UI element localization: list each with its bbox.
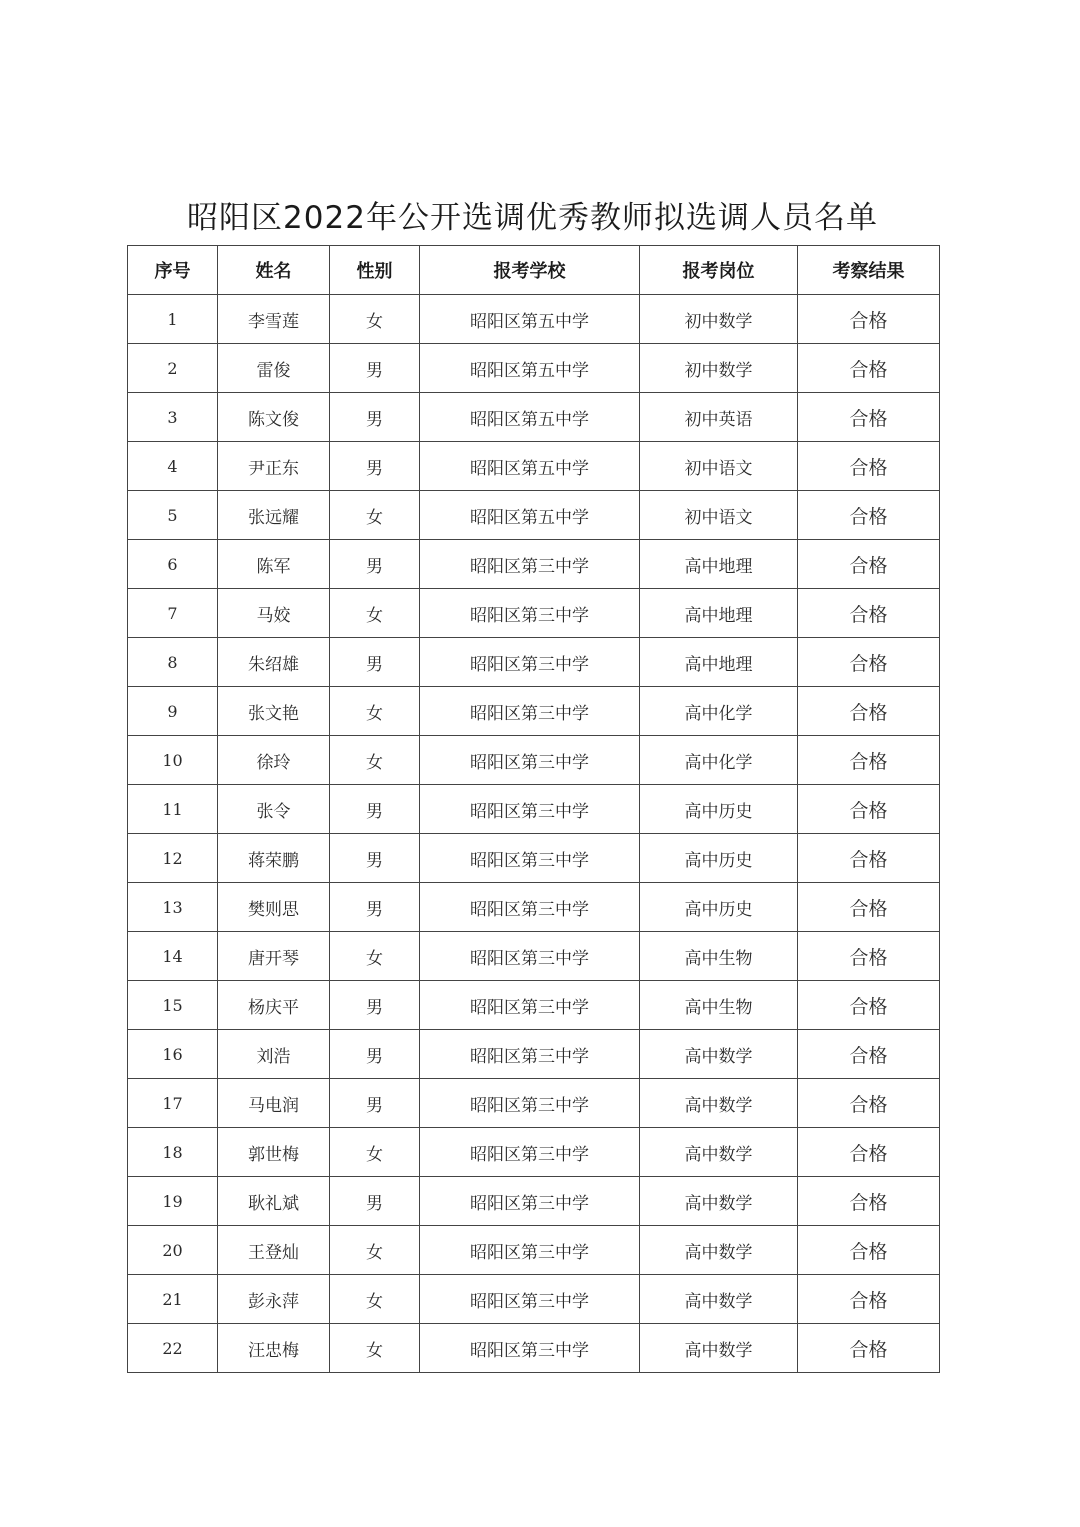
table-header-row [128,246,940,295]
header-position: 报考岗位 [640,246,798,295]
cell-gender: 女 [330,1226,420,1275]
cell-result: 合格 [798,687,940,736]
cell-no: 5 [128,491,218,540]
cell-gender: 男 [330,1079,420,1128]
table-row [128,442,940,491]
cell-result: 合格 [798,295,940,344]
cell-result: 合格 [798,540,940,589]
table-row [128,393,940,442]
cell-result: 合格 [798,589,940,638]
cell-position: 高中地理 [640,540,798,589]
table-row [128,638,940,687]
cell-gender: 男 [330,638,420,687]
cell-gender: 男 [330,785,420,834]
cell-gender: 男 [330,344,420,393]
cell-gender: 女 [330,1128,420,1177]
table-row [128,687,940,736]
cell-position: 高中历史 [640,785,798,834]
cell-name: 雷俊 [218,344,330,393]
cell-gender: 男 [330,1030,420,1079]
roster-table [127,245,940,1373]
cell-position: 高中数学 [640,1079,798,1128]
table-row [128,589,940,638]
cell-school: 昭阳区第五中学 [420,393,640,442]
cell-school: 昭阳区第三中学 [420,932,640,981]
cell-school: 昭阳区第五中学 [420,295,640,344]
page-title: 昭阳区2022年公开选调优秀教师拟选调人员名单 [187,200,878,236]
cell-school: 昭阳区第三中学 [420,1275,640,1324]
table-row [128,1128,940,1177]
cell-name: 张远耀 [218,491,330,540]
cell-position: 高中数学 [640,1226,798,1275]
cell-position: 高中数学 [640,1324,798,1373]
cell-name: 刘浩 [218,1030,330,1079]
cell-name: 张令 [218,785,330,834]
cell-school: 昭阳区第三中学 [420,540,640,589]
cell-result: 合格 [798,1275,940,1324]
cell-name: 耿礼斌 [218,1177,330,1226]
cell-name: 马电润 [218,1079,330,1128]
cell-name: 徐玲 [218,736,330,785]
cell-school: 昭阳区第三中学 [420,736,640,785]
cell-school: 昭阳区第三中学 [420,1128,640,1177]
cell-school: 昭阳区第三中学 [420,883,640,932]
table-row [128,1275,940,1324]
cell-gender: 女 [330,687,420,736]
cell-result: 合格 [798,1177,940,1226]
cell-no: 14 [128,932,218,981]
cell-no: 15 [128,981,218,1030]
cell-name: 彭永萍 [218,1275,330,1324]
cell-gender: 女 [330,1324,420,1373]
cell-result: 合格 [798,638,940,687]
cell-no: 19 [128,1177,218,1226]
cell-gender: 男 [330,393,420,442]
cell-no: 3 [128,393,218,442]
cell-no: 16 [128,1030,218,1079]
cell-result: 合格 [798,834,940,883]
cell-position: 初中语文 [640,442,798,491]
cell-school: 昭阳区第三中学 [420,1324,640,1373]
table-row [128,785,940,834]
cell-position: 高中化学 [640,687,798,736]
cell-no: 6 [128,540,218,589]
cell-result: 合格 [798,736,940,785]
cell-gender: 男 [330,834,420,883]
cell-school: 昭阳区第三中学 [420,1030,640,1079]
cell-position: 高中地理 [640,589,798,638]
cell-name: 陈文俊 [218,393,330,442]
cell-school: 昭阳区第五中学 [420,491,640,540]
cell-no: 2 [128,344,218,393]
cell-school: 昭阳区第三中学 [420,589,640,638]
cell-position: 高中数学 [640,1128,798,1177]
cell-gender: 男 [330,883,420,932]
cell-result: 合格 [798,981,940,1030]
cell-name: 郭世梅 [218,1128,330,1177]
table-row [128,1226,940,1275]
cell-position: 高中化学 [640,736,798,785]
table-row [128,883,940,932]
cell-school: 昭阳区第三中学 [420,687,640,736]
cell-no: 4 [128,442,218,491]
table-row [128,295,940,344]
cell-name: 王登灿 [218,1226,330,1275]
cell-no: 13 [128,883,218,932]
cell-gender: 女 [330,932,420,981]
table-row [128,981,940,1030]
cell-no: 8 [128,638,218,687]
cell-school: 昭阳区第三中学 [420,1177,640,1226]
cell-name: 陈军 [218,540,330,589]
cell-position: 高中地理 [640,638,798,687]
cell-gender: 男 [330,981,420,1030]
cell-name: 蒋荣鹏 [218,834,330,883]
table-row [128,344,940,393]
cell-position: 初中英语 [640,393,798,442]
cell-result: 合格 [798,1226,940,1275]
cell-position: 高中生物 [640,932,798,981]
header-name: 姓名 [218,246,330,295]
cell-result: 合格 [798,1324,940,1373]
cell-result: 合格 [798,393,940,442]
cell-name: 汪忠梅 [218,1324,330,1373]
table-row [128,540,940,589]
cell-name: 樊则思 [218,883,330,932]
cell-result: 合格 [798,442,940,491]
cell-school: 昭阳区第三中学 [420,1079,640,1128]
cell-result: 合格 [798,344,940,393]
cell-no: 1 [128,295,218,344]
cell-position: 高中历史 [640,834,798,883]
header-result: 考察结果 [798,246,940,295]
cell-result: 合格 [798,932,940,981]
cell-gender: 女 [330,736,420,785]
cell-name: 马姣 [218,589,330,638]
table-body [128,295,940,1373]
cell-gender: 男 [330,442,420,491]
cell-no: 12 [128,834,218,883]
cell-gender: 女 [330,589,420,638]
cell-no: 18 [128,1128,218,1177]
cell-name: 尹正东 [218,442,330,491]
cell-gender: 男 [330,1177,420,1226]
cell-result: 合格 [798,785,940,834]
cell-gender: 女 [330,1275,420,1324]
table-row [128,1079,940,1128]
cell-no: 21 [128,1275,218,1324]
cell-no: 7 [128,589,218,638]
cell-no: 20 [128,1226,218,1275]
cell-name: 张文艳 [218,687,330,736]
cell-result: 合格 [798,491,940,540]
cell-school: 昭阳区第三中学 [420,834,640,883]
cell-no: 11 [128,785,218,834]
table-row [128,932,940,981]
cell-position: 初中数学 [640,344,798,393]
cell-no: 9 [128,687,218,736]
table-row [128,736,940,785]
cell-name: 朱绍雄 [218,638,330,687]
table-row [128,1324,940,1373]
cell-no: 17 [128,1079,218,1128]
table-row [128,491,940,540]
cell-position: 高中数学 [640,1030,798,1079]
cell-result: 合格 [798,1079,940,1128]
cell-result: 合格 [798,1128,940,1177]
cell-gender: 女 [330,491,420,540]
cell-school: 昭阳区第三中学 [420,638,640,687]
header-school: 报考学校 [420,246,640,295]
cell-school: 昭阳区第三中学 [420,1226,640,1275]
table-row [128,1030,940,1079]
cell-position: 高中数学 [640,1275,798,1324]
cell-result: 合格 [798,1030,940,1079]
cell-school: 昭阳区第五中学 [420,344,640,393]
table-row [128,834,940,883]
cell-name: 唐开琴 [218,932,330,981]
cell-name: 李雪莲 [218,295,330,344]
cell-position: 高中历史 [640,883,798,932]
header-no: 序号 [128,246,218,295]
cell-school: 昭阳区第三中学 [420,785,640,834]
cell-no: 22 [128,1324,218,1373]
cell-position: 高中数学 [640,1177,798,1226]
cell-no: 10 [128,736,218,785]
cell-gender: 女 [330,295,420,344]
cell-name: 杨庆平 [218,981,330,1030]
cell-result: 合格 [798,883,940,932]
cell-school: 昭阳区第三中学 [420,981,640,1030]
cell-position: 初中语文 [640,491,798,540]
cell-school: 昭阳区第五中学 [420,442,640,491]
cell-gender: 男 [330,540,420,589]
cell-position: 初中数学 [640,295,798,344]
header-gender: 性别 [330,246,420,295]
cell-position: 高中生物 [640,981,798,1030]
table-row [128,1177,940,1226]
